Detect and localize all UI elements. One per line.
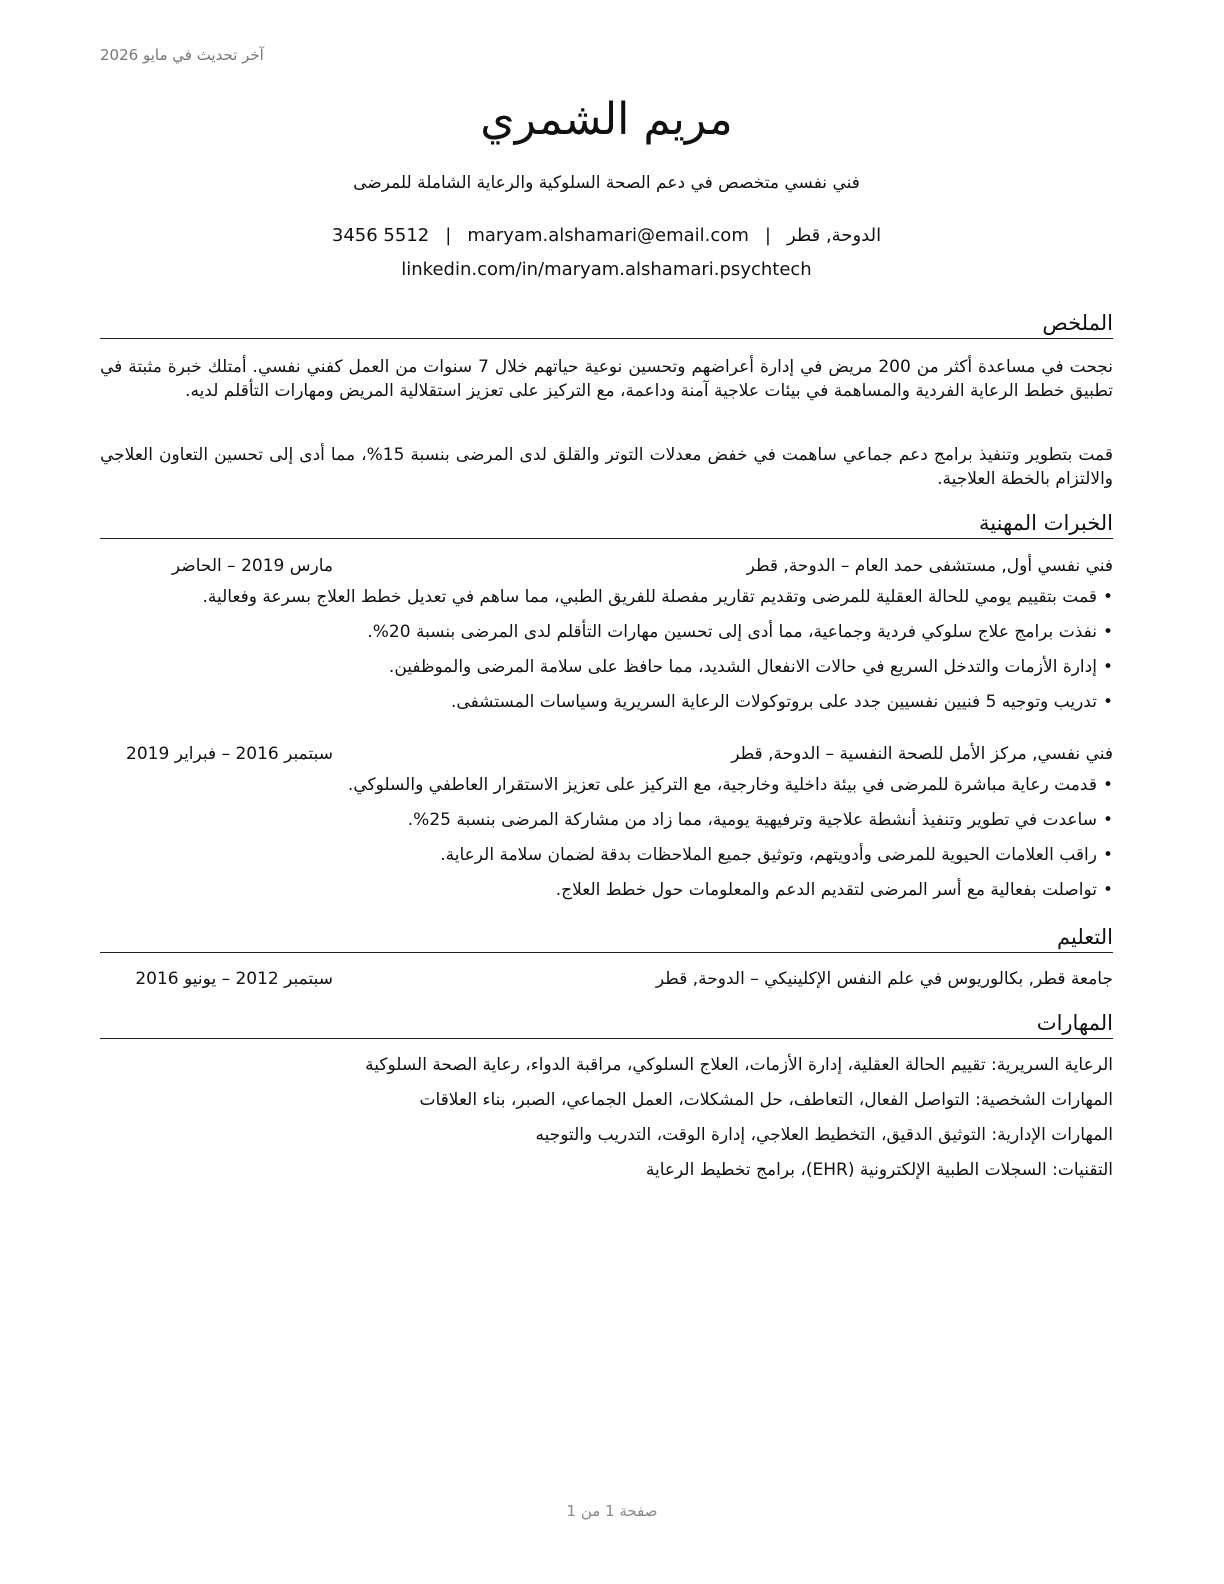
- list-item: • ساعدت في تطوير وتنفيذ أنشطة علاجية وترفيهية يومية، مما زاد من مشاركة المرضى بنسبة 25%.: [100, 808, 1113, 843]
- contact-linkedin[interactable]: linkedin.com/in/maryam.alshamari.psychtech: [401, 259, 812, 280]
- list-item: • تدريب وتوجيه 5 فنيين نفسيين جدد على بروتوكولات الرعاية السريرية وسياسات المستشفى.: [100, 690, 1113, 725]
- list-item: • راقب العلامات الحيوية للمرضى وأدويتهم، وتوثيق جميع الملاحظات بدقة لضمان سلامة الرعاية.: [100, 843, 1113, 878]
- contact-separator: |: [764, 225, 771, 246]
- page-number: صفحة 1 من 1: [566, 1502, 658, 1520]
- list-item: المهارات الإدارية: التوثيق الدقيق، التخطيط العلاجي، إدارة الوقت، التدريب والتوجيه: [535, 1125, 1113, 1145]
- list-item: • نفذت برامج علاج سلوكي فردية وجماعية، مما أدى إلى تحسين مهارات التأقلم لدى المرضى بنسبة 20%.: [100, 620, 1113, 655]
- last-updated: آخر تحديث في مايو 2026: [100, 46, 264, 64]
- summary-heading: الملخص: [100, 310, 1113, 339]
- contact-phone: 3456 5512: [331, 225, 430, 246]
- contact-line: [100, 224, 1113, 248]
- education-dates: سبتمبر 2012 – يونيو 2016: [135, 969, 333, 989]
- job-title: فني نفسي, مركز الأمل للصحة النفسية – الدوحة, قطر: [731, 744, 1113, 764]
- contact-location: الدوحة, قطر: [786, 225, 882, 246]
- education-header: [100, 967, 1113, 991]
- job-title: فني نفسي أول, مستشفى حمد العام – الدوحة, قطر: [746, 556, 1113, 576]
- list-item: • إدارة الأزمات والتدخل السريع في حالات الانفعال الشديد، مما حافظ على سلامة المرضى والموظفين.: [100, 655, 1113, 690]
- list-item: المهارات الشخصية: التواصل الفعال، التعاطف، حل المشكلات، العمل الجماعي، الصبر، بناء العلاقات: [419, 1090, 1113, 1110]
- job-header: [100, 554, 1113, 578]
- summary-paragraph: نجحت في مساعدة أكثر من 200 مريض في إدارة أعراضهم وتحسين نوعية حياتهم خلال 7 سنوات من العمل كفني نفسي. أمتلك خبرة مثبتة في تطبيق خطط الرعاية الفردية والمساهمة في بيئات علاجية آمنة وداعمة، مع التركيز على تعزيز استقلالية المريض ومهارات التأقلم لديه.: [100, 357, 1113, 401]
- education-heading: التعليم: [100, 924, 1113, 953]
- summary-paragraph: قمت بتطوير وتنفيذ برامج دعم جماعي ساهمت في خفض معدلات التوتر والقلق لدى المرضى بنسبة 15%، مما أدى إلى تحسين التعاون العلاجي والالتزام بالخطة العلاجية.: [100, 445, 1113, 489]
- contact-email[interactable]: maryam.alshamari@email.com: [467, 225, 749, 246]
- experience-heading: الخبرات المهنية: [100, 510, 1113, 539]
- candidate-name: مريم الشمري: [480, 94, 733, 145]
- job-dates: سبتمبر 2016 – فبراير 2019: [126, 744, 333, 764]
- list-item: • قدمت رعاية مباشرة للمرضى في بيئة داخلية وخارجية، مع التركيز على تعزيز الاستقرار العاطفي والسلوكي.: [100, 773, 1113, 808]
- skills-list: [100, 1053, 1113, 1193]
- list-item: التقنيات: السجلات الطبية الإلكترونية (EHR)، برامج تخطيط الرعاية: [645, 1160, 1113, 1180]
- job-bullets: [100, 585, 1113, 725]
- job-header: [100, 742, 1113, 766]
- resume-page: [100, 0, 1113, 1584]
- education-degree: جامعة قطر, بكالوريوس في علم النفس الإكلينيكي – الدوحة, قطر: [655, 969, 1113, 989]
- job-bullets: [100, 773, 1113, 913]
- candidate-tagline: فني نفسي متخصص في دعم الصحة السلوكية والرعاية الشاملة للمرضى: [353, 173, 860, 193]
- list-item: • تواصلت بفعالية مع أسر المرضى لتقديم الدعم والمعلومات حول خطط العلاج.: [100, 878, 1113, 913]
- list-item: الرعاية السريرية: تقييم الحالة العقلية، إدارة الأزمات، العلاج السلوكي، مراقبة الدواء، رعاية الصحة السلوكية: [365, 1055, 1113, 1075]
- job-dates: مارس 2019 – الحاضر: [171, 556, 333, 576]
- list-item: • قمت بتقييم يومي للحالة العقلية للمرضى وتقديم تقارير مفصلة للفريق الطبي، مما ساهم في تعديل خطط العلاج بسرعة وفعالية.: [100, 585, 1113, 620]
- skills-heading: المهارات: [100, 1010, 1113, 1039]
- contact-separator: |: [445, 225, 452, 246]
